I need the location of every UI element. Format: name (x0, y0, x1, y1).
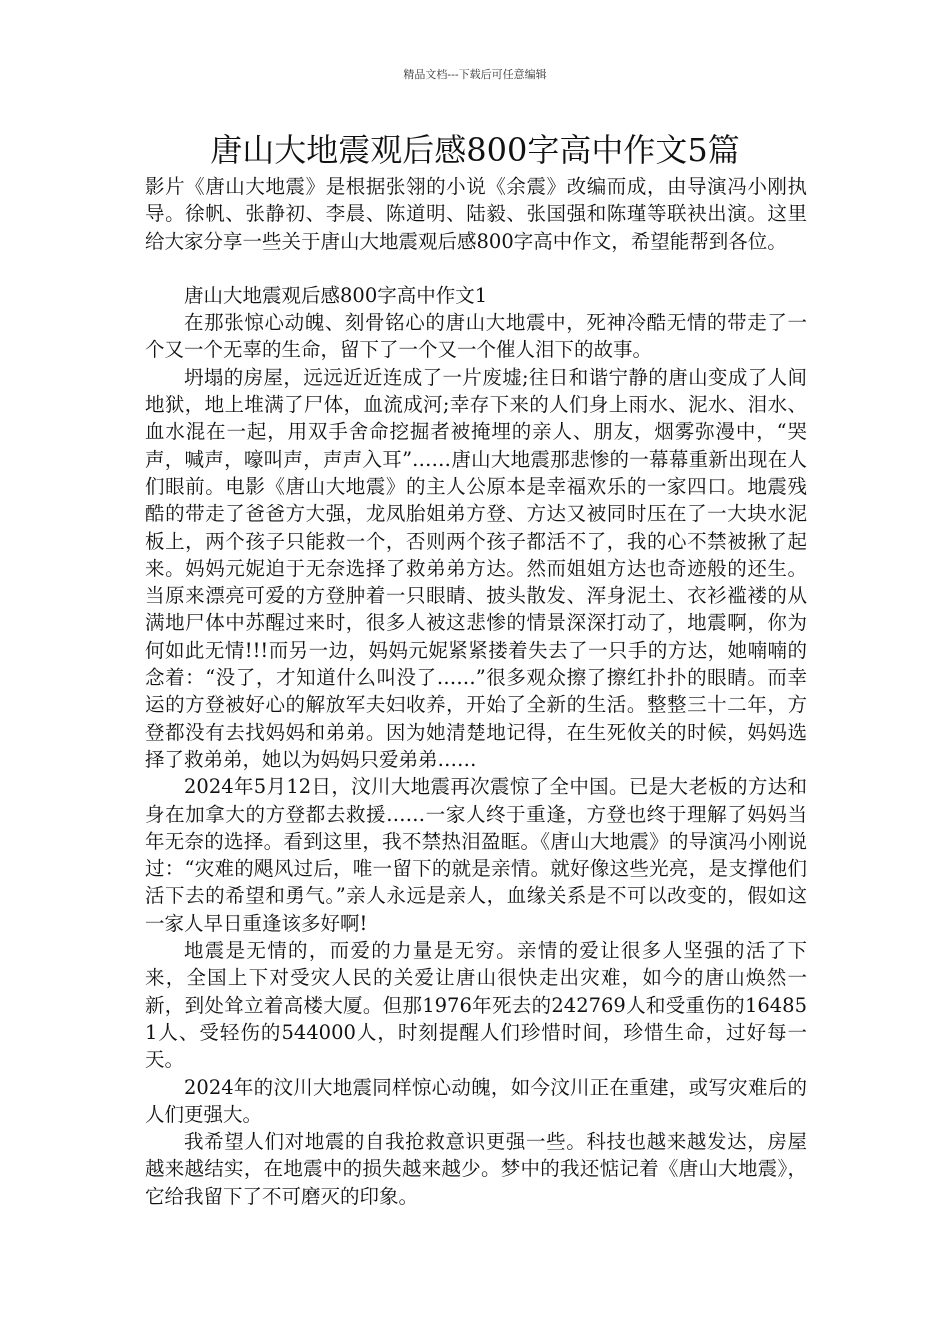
body-paragraph: 坍塌的房屋，远远近近连成了一片废墟;往日和谐宁静的唐山变成了人间地狱，地上堆满了尸体，血流成河;幸存下来的人们身上雨水、泥水、泪水、血水混在一起，用双手舍命挖掘者被掩埋的亲人、朋友，烟雾弥漫中，“哭声，喊声，嚎叫声，声声入耳”……唐山大地震那悲惨的一幕幕重新出现在人们眼前。电影《唐山大地震》的主人公原本是幸福欢乐的一家四口。地震残酷的带走了爸爸方大强，龙凤胎姐弟方登、方达又被同时压在了一大块水泥板上，两个孩子只能救一个，否则两个孩子都活不了，我的心不禁被揪了起来。妈妈元妮迫于无奈选择了救弟弟方达。然而姐姐方达也奇迹般的还生。当原来漂亮可爱的方登肿着一只眼睛、披头散发、浑身泥土、衣衫褴褛的从满地尸体中苏醒过来时，很多人被这悲惨的情景深深打动了，地震啊，你为何如此无情!!!而另一边，妈妈元妮紧紧搂着失去了一只手的方达，她喃喃的念着：“没了，才知道什么叫没了……”很多观众擦了擦红扑扑的眼睛。而幸运的方登被好心的解放军夫妇收养，开始了全新的生活。整整三十二年，方登都没有去找妈妈和弟弟。因为她清楚地记得，在生死攸关的时候，妈妈选择了救弟弟，她以为妈妈只爱弟弟…… (145, 365, 807, 771)
section-heading: 唐山大地震观后感800字高中作文1 (184, 283, 488, 307)
document-body (145, 173, 807, 1210)
page-title: 唐山大地震观后感800字高中作文5篇 (210, 131, 740, 169)
body-paragraph: 我希望人们对地震的自我抢救意识更强一些。科技也越来越发达，房屋越来越结实，在地震中的损失越来越少。梦中的我还惦记着《唐山大地震》，它给我留下了不可磨灭的印象。 (145, 1130, 807, 1208)
header-note: 精品文档---下载后可任意编辑 (403, 68, 547, 81)
intro-paragraph: 影片《唐山大地震》是根据张翎的小说《余震》改编而成，由导演冯小刚执导。徐帆、张静初、李晨、陈道明、陆毅、张国强和陈瑾等联袂出演。这里给大家分享一些关于唐山大地震观后感800字高中作文，希望能帮到各位。 (145, 175, 807, 253)
body-paragraph: 2024年的汶川大地震同样惊心动魄，如今汶川正在重建，或写灾难后的人们更强大。 (145, 1075, 807, 1126)
body-paragraph: 在那张惊心动魄、刻骨铭心的唐山大地震中，死神冷酷无情的带走了一个又一个无辜的生命，留下了一个又一个催人泪下的故事。 (145, 311, 807, 362)
body-paragraph: 地震是无情的，而爱的力量是无穷。亲情的爱让很多人坚强的活了下来，全国上下对受灾人民的关爱让唐山很快走出灾难，如今的唐山焕然一新，到处耸立着高楼大厦。但那1976年死去的242769人和受重伤的164851人、受轻伤的544000人，时刻提醒人们珍惜时间，珍惜生命，过好每一天。 (145, 939, 807, 1072)
blank-line (145, 255, 807, 282)
body-paragraph: 2024年5月12日，汶川大地震再次震惊了全中国。已是大老板的方达和身在加拿大的方登都去救援……一家人终于重逢，方登也终于理解了妈妈当年无奈的选择。看到这里，我不禁热泪盈眶。《唐山大地震》的导演冯小刚说过：“灾难的飓风过后，唯一留下的就是亲情。就好像这些光亮，是支撑他们活下去的希望和勇气。”亲人永远是亲人，血缘关系是不可以改变的，假如这一家人早日重逢该多好啊! (145, 775, 807, 935)
